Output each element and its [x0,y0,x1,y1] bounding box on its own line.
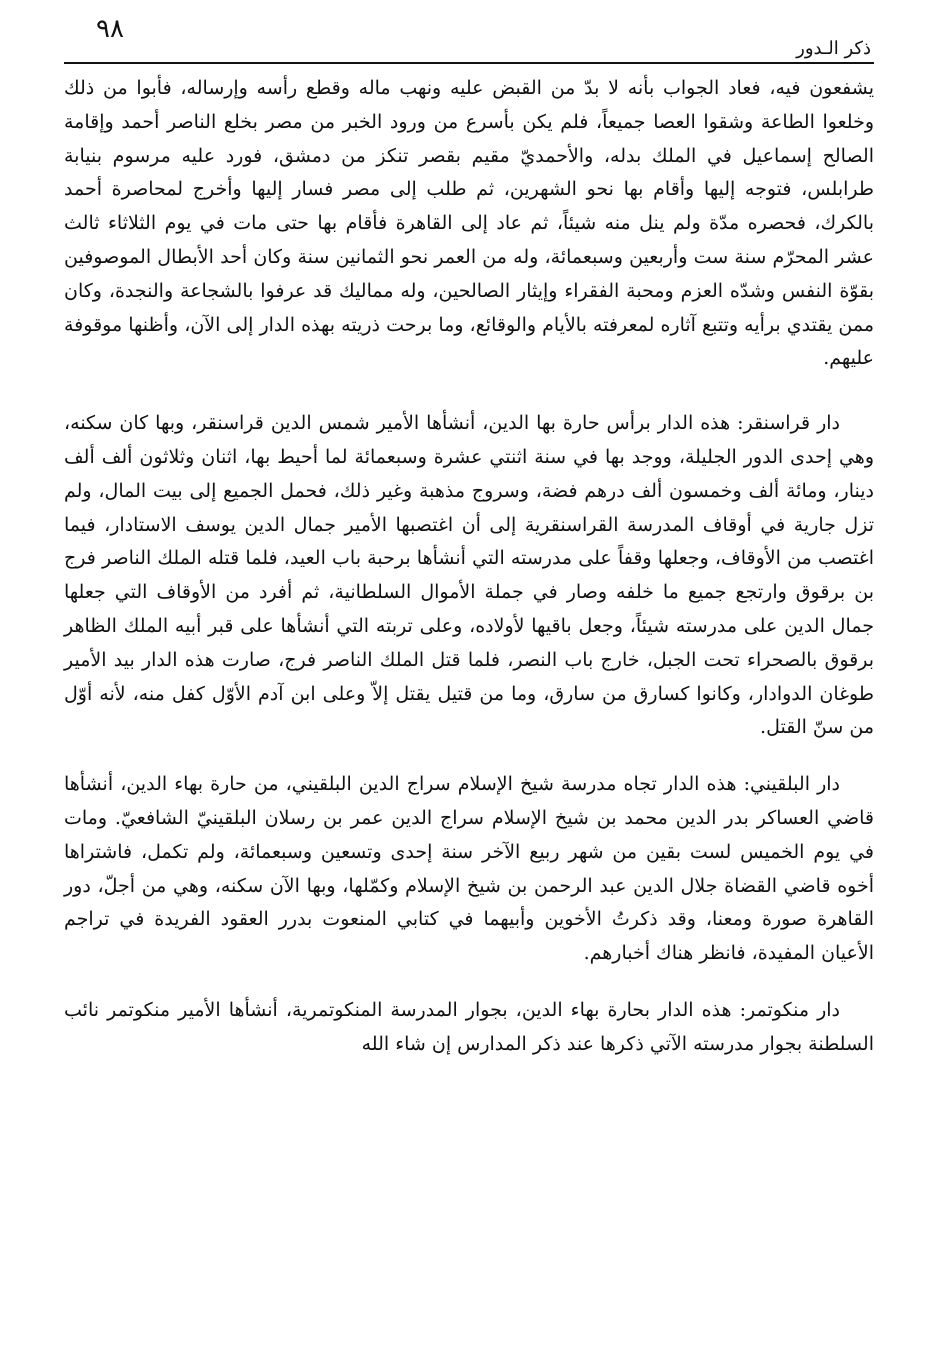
page-number: ٩٨ [96,14,124,44]
paragraph-dar-al-bulqini: دار البلقيني: هذه الدار تجاه مدرسة شيخ الإسلام سراج الدين البلقيني، من حارة بهاء الدين، أنشأها قاضي العساكر بدر الدين محمد بن شيخ الإسلام سراج الدين عمر بن رسلان البلقينيّ الشافعيّ. ومات في يوم الخميس لست بقين من شهر ربيع الآخر سنة إحدى وتسعين وسبعمائة، ولم تكمل، فاشتراها أخوه قاضي القضاة جلال الدين عبد الرحمن بن شيخ الإسلام وكمّلها، وبها الآن سكنه، وهي من أجلّ، دور القاهرة صورة ومعنا، وقد ذكرتُ الأخوين وأبيهما في كتابي المنعوت بدرر العقود الفريدة في تراجم الأعيان المفيدة، فانظر هناك أخبارهم. [64,773,874,965]
paragraph-dar-mankutamur: دار منكوتمر: هذه الدار بحارة بهاء الدين، بجوار المدرسة المنكوتمرية، أنشأها الأمير منكوتمر نائب السلطنة بجوار مدرسته الآتي ذكرها عند ذكر المدارس إن شاء الله [64,998,874,1055]
paragraph-dar-qarasunqur: دار قراسنقر: هذه الدار برأس حارة بها الدين، أنشأها الأمير شمس الدين قراسنقر، وبها كان سكنه، وهي إحدى الدور الجليلة، ووجد بها في سنة اثنتي عشرة وسبعمائة لما أحيط بها، اثنان وثلاثون ألف ألف دينار، ومائة ألف وخمسون ألف درهم فضة، وسروج مذهبة وغير ذلك، فحمل الجميع إلى بيت المال، ولم تزل جارية في أوقاف المدرسة القراسنقرية إلى أن اغتصبها الأمير جمال الدين يوسف الاستادار، فيما اغتصب من الأوقاف، وجعلها وقفاً على مدرسته التي أنشأها برحبة باب العيد، فلما قتله الملك الناصر فرج بن برقوق وارتجع جميع ما خلفه وصار في جملة الأموال السلطانية، ثم أفرد من الأوقاف التي جعلها جمال الدين على مدرسته شيئاً، وجعل باقيها لأولاده، وعلى تربته التي أنشأها على قبر أبيه الملك الظاهر برقوق بالصحراء تحت الجبل، خارج باب النصر، فلما قتل الملك الناصر فرج، صارت هذه الدار بيد الأمير طوغان الدوادار، وكانوا كسارق من سارق، وما من قتيل يقتل إلاّ وعلى ابن آدم الأوّل كفل منه، لأنه أوّل من سنّ القتل. [64,412,874,739]
body-text [64,72,874,1062]
paragraph-continuation: يشفعون فيه، فعاد الجواب بأنه لا بدّ من القبض عليه ونهب ماله وقطع رأسه وإرساله، فأبوا من ذلك وخلعوا الطاعة وشقوا العصا جميعاً، فلم يكن بأسرع من ورود الخبر من مصر بخلع الناصر أحمد وإقامة الصالح إسماعيل في الملك بدله، والأحمديّ مقيم بقصر تنكز من دمشق، فورد عليه مرسوم بنيابة طرابلس، فتوجه إليها وأقام بها نحو الشهرين، ثم طلب إلى مصر فسار إليها وأخرج لمحاصرة أحمد بالكرك، فحصره مدّة ولم ينل منه شيئاً، ثم عاد إلى القاهرة فأقام بها حتى مات في يوم الثلاثاء ثالث عشر المحرّم سنة ست وأربعين وسبعمائة، وله من العمر نحو الثمانين سنة وكان أحد الأبطال الموصوفين بقوّة النفس وشدّه العزم ومحبة الفقراء وإيثار الصالحين، وله مماليك قد عرفوا بالشجاعة والنجدة، وكان ممن يقتدي برأيه وتتبع آثاره لمعرفته بالأيام والوقائع، وما برحت ذريته بهذه الدار إلى الآن، وأظنها موقوفة عليهم. [64,77,874,370]
header-rule [64,62,874,64]
running-title: ذكر الـدور [796,38,871,59]
